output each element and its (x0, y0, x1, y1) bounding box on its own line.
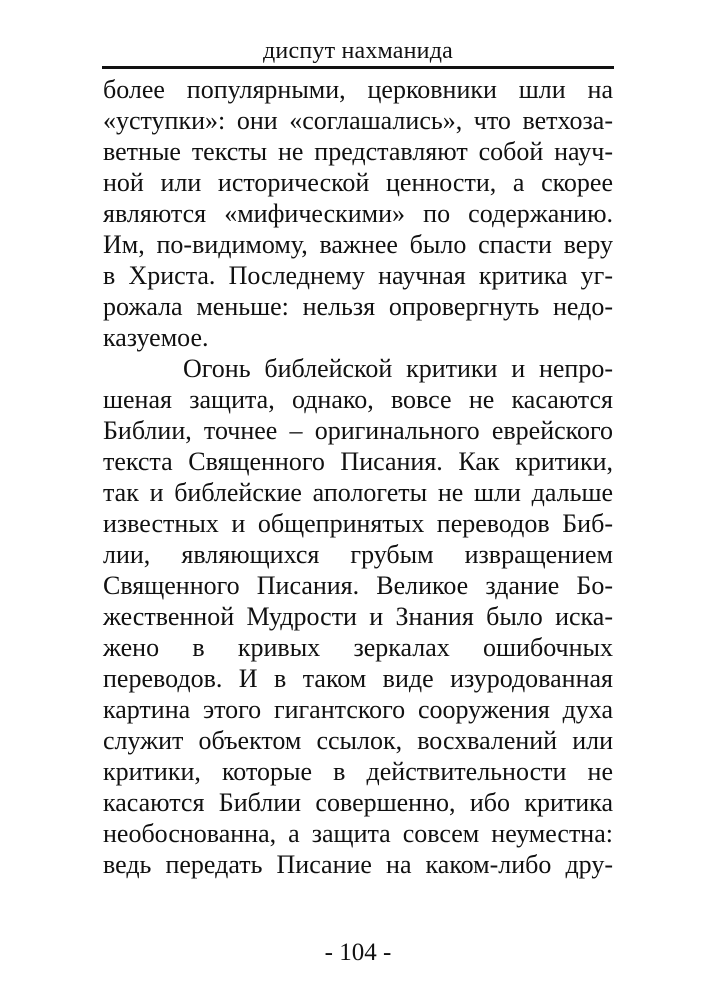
text-line: ной или исторической ценности, а скорее (103, 168, 613, 197)
text-line: Огонь библейской критики и непро- (183, 354, 613, 383)
text-line: переводов. И в таком виде изуродованная (103, 664, 613, 693)
text-line: служит объектом ссылок, восхвалений или (103, 726, 613, 755)
paragraph-2 (103, 353, 613, 880)
page-number: - 104 - (324, 939, 392, 966)
text-line: являются «мифическими» по содержанию. (103, 199, 613, 228)
text-line: текста Священного Писания. Как критики, (103, 447, 613, 476)
text-line: ветные тексты не представляют собой науч- (103, 137, 613, 166)
text-line: более популярными, церковники шли на (103, 75, 613, 104)
text-line: известных и общепринятых переводов Биб- (103, 509, 613, 538)
text-line: критики, которые в действительности не (103, 757, 613, 786)
text-line: рожала меньше: нельзя опровергнуть недо- (103, 292, 613, 321)
text-line: жественной Мудрости и Знания было иска- (103, 602, 613, 631)
text-line: лии, являющихся грубым извращением (103, 540, 613, 569)
text-line: «уступки»: они «соглашались», что ветхоза- (103, 106, 613, 135)
text-line: в Христа. Последнему научная критика уг- (103, 261, 613, 290)
text-line: необоснованна, а защита совсем неуместна: (103, 819, 613, 848)
text-line: касаются Библии совершенно, ибо критика (103, 788, 613, 817)
text-line: Им, по-видимому, важнее было спасти веру (103, 230, 613, 259)
text-line: Священного Писания. Великое здание Бо- (103, 571, 613, 600)
text-line: ведь передать Писание на каком-либо дру- (103, 850, 613, 879)
text-line: картина этого гигантского сооружения духа (103, 695, 613, 724)
text-line: жено в кривых зеркалах ошибочных (103, 633, 613, 662)
header-rule (102, 66, 614, 69)
running-header: диспут нахманида (263, 38, 453, 64)
paragraph-1 (103, 74, 613, 353)
text-line: шеная защита, однако, вовсе не касаются (103, 385, 613, 414)
text-line: казуемое. (103, 323, 209, 352)
body-text (103, 74, 613, 880)
text-line: так и библейские апологеты не шли дальше (103, 478, 613, 507)
text-line: Библии, точнее – оригинального еврейского (103, 416, 613, 445)
